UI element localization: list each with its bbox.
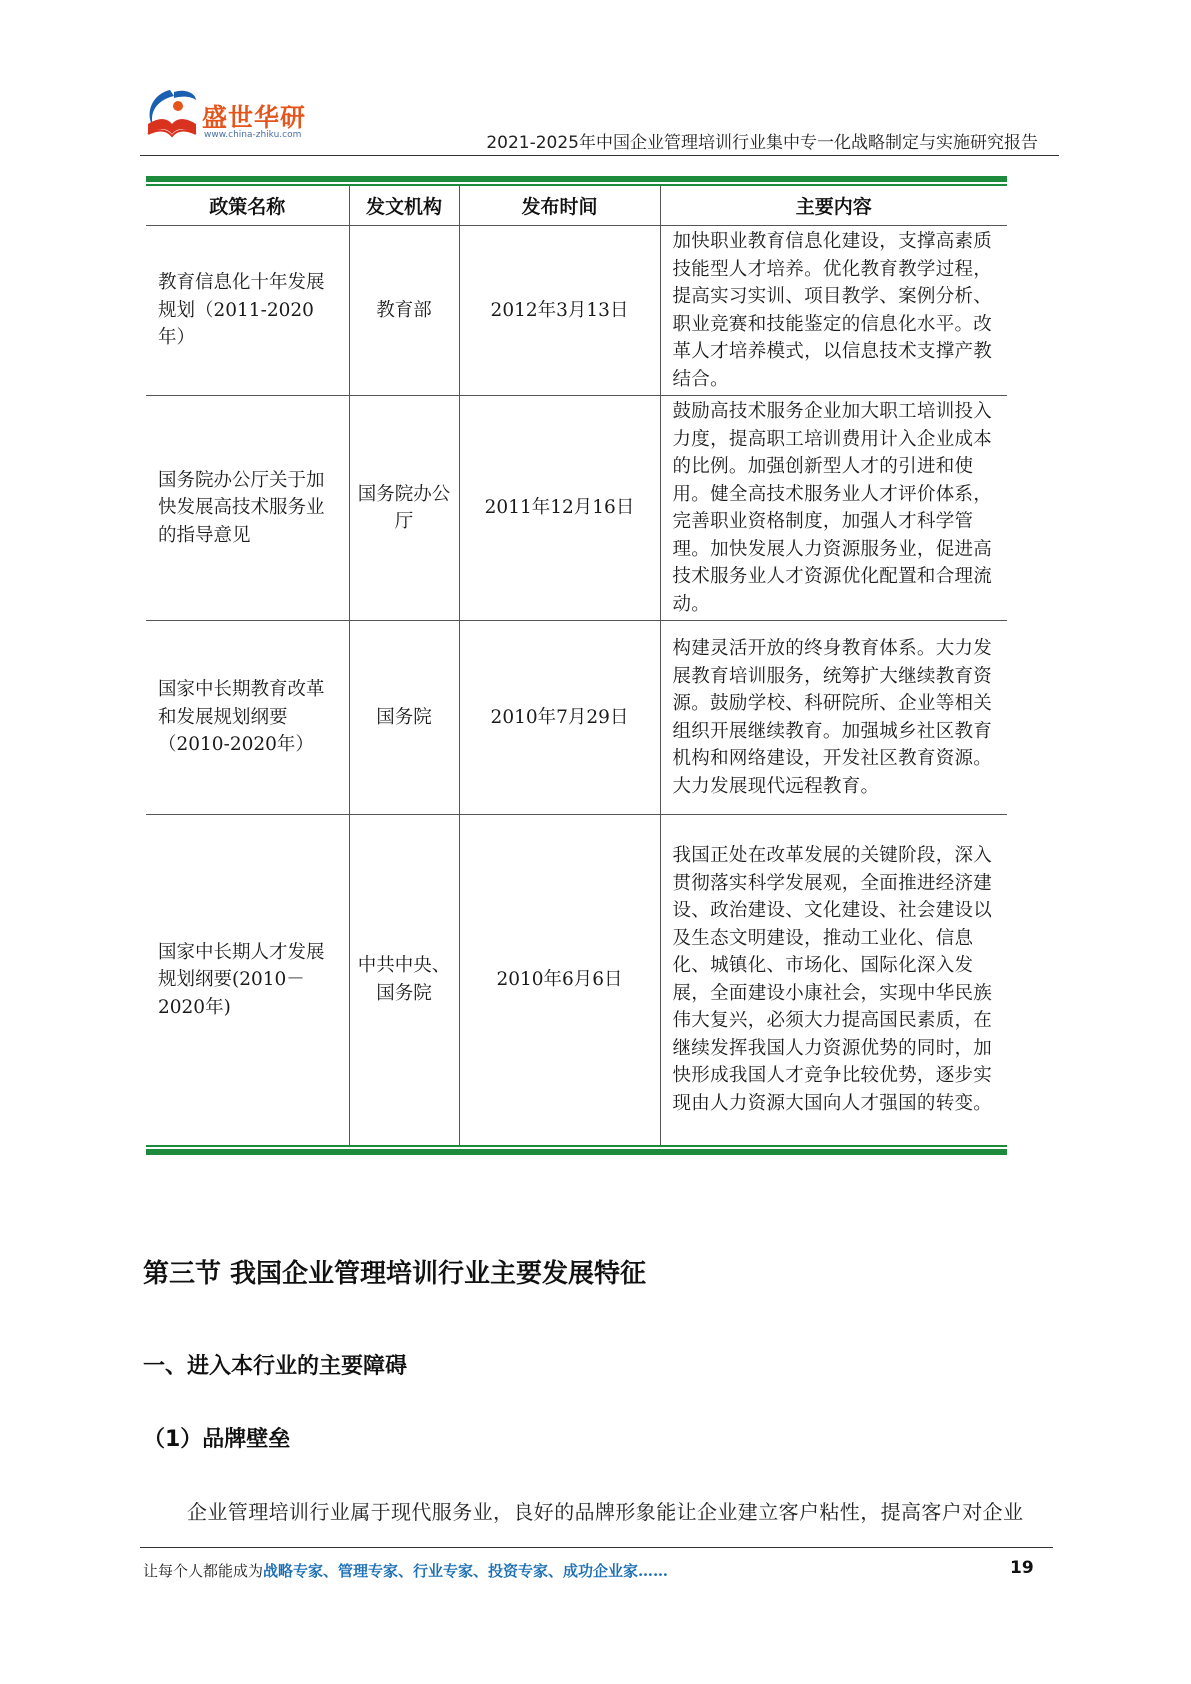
sub-subsection-heading: （1）品牌壁垒 (143, 1427, 291, 1452)
column-header-policy-name: 政策名称 (146, 186, 349, 226)
table-header-row (146, 186, 1007, 226)
content-cell: 加快职业教育信息化建设，支撑高素质技能型人才培养。优化教育教学过程，提高实习实训、项目教学、案例分析、职业竞赛和技能鉴定的信息化水平。改革人才培养模式，以信息技术支撑产教结合。 (660, 226, 1007, 396)
table-row (146, 396, 1007, 621)
table-row (146, 815, 1007, 1145)
table-row (146, 226, 1007, 396)
issuer-cell: 教育部 (349, 226, 459, 396)
footer-slogan-prefix: 让每个人都能成为 (143, 1562, 264, 1580)
content-cell: 我国正处在改革发展的关键阶段，深入贯彻落实科学发展观，全面推进经济建设、政治建设、文化建设、社会建设以及生态文明建设，推动工业化、信息化、城镇化、市场化、国际化深入发展，全面建设小康社会，实现中华民族伟大复兴，必须大力提高国民素质，在继续发挥我国人力资源优势的同时，加快形成我国人才竞争比较优势，逐步实现由人力资源大国向人才强国的转变。 (660, 815, 1007, 1145)
date-cell: 2012年3月13日 (459, 226, 660, 396)
policy-table (146, 176, 1007, 1155)
table-row (146, 621, 1007, 815)
content-cell: 构建灵活开放的终身教育体系。大力发展教育培训服务，统筹扩大继续教育资源。鼓励学校、科研院所、企业等相关组织开展继续教育。加强城乡社区教育机构和网络建设，开发社区教育资源。大力发展现代远程教育。 (660, 621, 1007, 815)
policy-name-cell: 国务院办公厅关于加快发展高技术服务业的指导意见 (146, 396, 349, 621)
policy-name-cell: 国家中长期人才发展规划纲要(2010－2020年) (146, 815, 349, 1145)
column-header-issuer: 发文机构 (349, 186, 459, 226)
footer-slogan (143, 1560, 668, 1581)
date-cell: 2010年6月6日 (459, 815, 660, 1145)
book-swoosh-icon (140, 84, 202, 146)
content-cell: 鼓励高技术服务企业加大职工培训投入力度，提高职工培训费用计入企业成本的比例。加强创新型人才的引进和使用。健全高技术服务业人才评价体系，完善职业资格制度，加强人才科学管理。加快发展人力资源服务业，促进高技术服务业人才资源优化配置和合理流动。 (660, 396, 1007, 621)
page-number: 19 (1010, 1558, 1034, 1578)
policy-name-cell: 国家中长期教育改革和发展规划纲要（2010-2020年） (146, 621, 349, 815)
header-divider (140, 155, 1059, 156)
date-cell: 2011年12月16日 (459, 396, 660, 621)
report-title: 2021-2025年中国企业管理培训行业集中专一化战略制定与实施研究报告 (486, 133, 1038, 153)
table-bottom-rule (146, 1149, 1007, 1155)
date-cell: 2010年7月29日 (459, 621, 660, 815)
section-heading: 第三节 我国企业管理培训行业主要发展特征 (143, 1259, 647, 1289)
footer-divider (140, 1547, 1053, 1548)
column-header-date: 发布时间 (459, 186, 660, 226)
subsection-heading: 一、进入本行业的主要障碍 (143, 1354, 408, 1379)
footer-slogan-highlight: 战略专家、管理专家、行业专家、投资专家、成功企业家…… (263, 1562, 669, 1580)
company-logo (140, 84, 315, 146)
policy-name-cell: 教育信息化十年发展规划（2011-2020年） (146, 226, 349, 396)
column-header-content: 主要内容 (660, 186, 1007, 226)
issuer-cell: 中共中央、国务院 (349, 815, 459, 1145)
logo-url: www.china-zhiku.com (204, 130, 302, 140)
issuer-cell: 国务院 (349, 621, 459, 815)
body-paragraph: 企业管理培训行业属于现代服务业，良好的品牌形象能让企业建立客户粘性，提高客户对企业 (187, 1500, 1024, 1524)
logo-name: 盛世华研 (202, 103, 307, 132)
issuer-cell: 国务院办公厅 (349, 396, 459, 621)
